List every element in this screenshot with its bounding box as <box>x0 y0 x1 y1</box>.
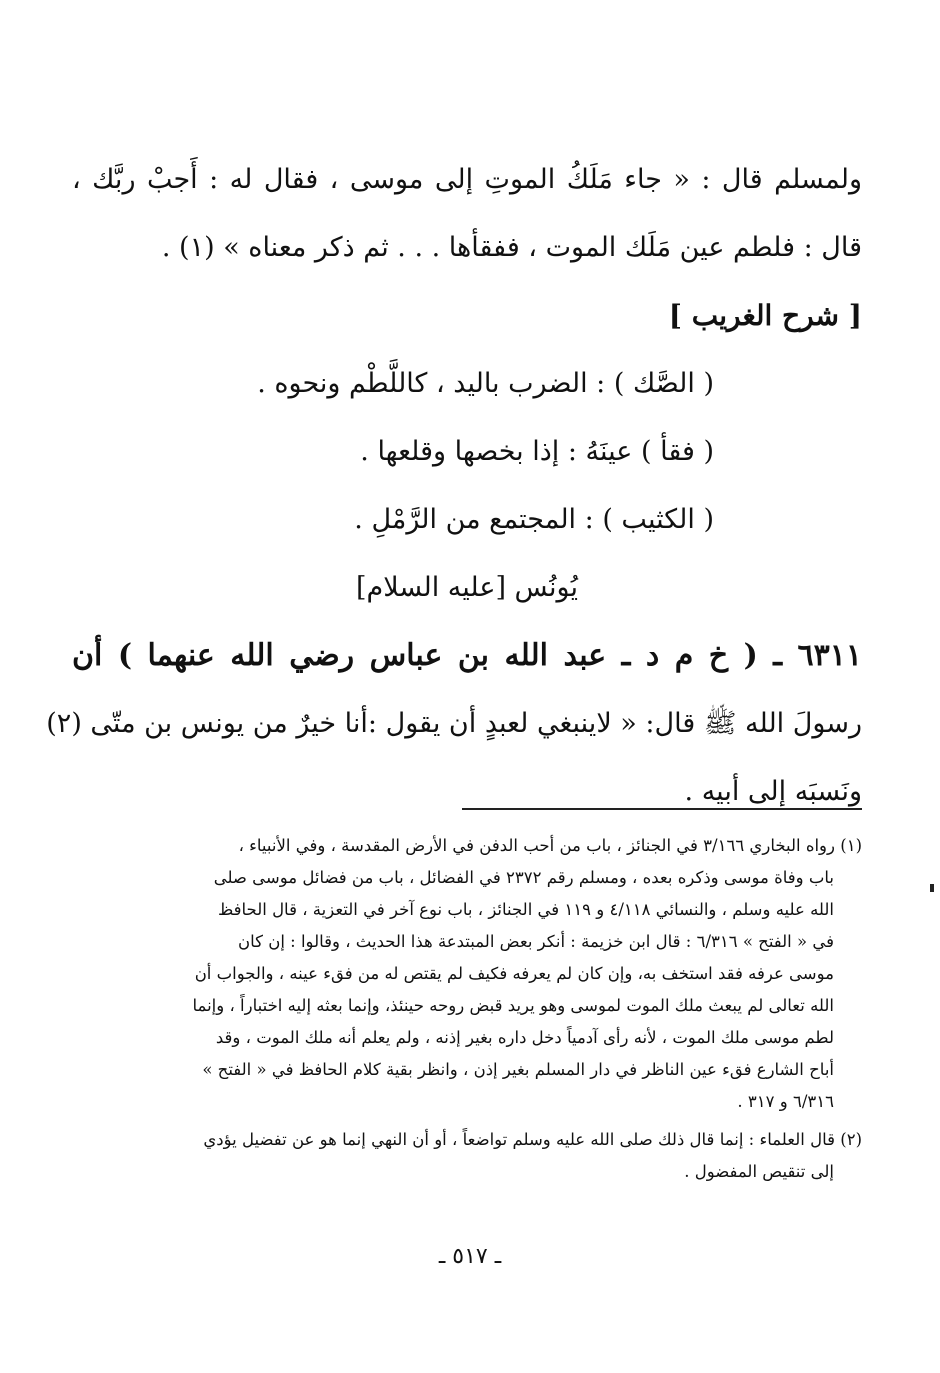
definition-sakk: ( الصَّك ) : الضرب باليد ، كاللَّطْم ونحوه . <box>257 368 714 399</box>
definition-kathib: ( الكثيب ) : المجتمع من الرَّمْلِ . <box>354 504 714 535</box>
footnote-1-line-3: الله عليه وسلم ، والنسائي ٤/١١٨ و ١١٩ في الجنائز ، باب نوع آخر في التعزية ، قال الحافظ <box>217 900 834 919</box>
footnote-1-line-5: موسى عرفه فقد استخف به، وإن كان لم يعرفه فكيف لم يقتص له من فقء عينه ، والجواب أن <box>194 964 834 983</box>
footnote-divider <box>462 808 862 810</box>
footnote-1-line-7: لطم موسى ملك الموت ، لأنه رأى آدمياً دخل داره بغير إذنه ، ولم يعلم أنه ملك الموت ، وقد <box>215 1028 834 1047</box>
main-line-1: ولمسلم قال : « جاء مَلَكُ الموتِ إلى موسى ، فقال له : أَجبْ ربَّك ، <box>72 164 862 195</box>
footnote-1-line-9: ٦/٣١٦ و ٣١٧ . <box>737 1092 834 1111</box>
page-number: ـ ٥١٧ ـ <box>438 1244 502 1269</box>
footnote-2-line-1: (٢) قال العلماء : إنما قال ذلك صلى الله عليه وسلم تواضعاً ، أو أن النهي إنما هو عن تفضيل يؤدي <box>203 1130 862 1149</box>
chapter-title-yunus: يُونُس [عليه السلام] <box>356 572 578 603</box>
hadith-text-line-2: ونَسبَه إلى أبيه . <box>684 776 862 807</box>
main-line-2: قال : فلطم عين مَلَك الموت ، ففقأها . . . ثم ذكر معناه » (١) . <box>161 232 862 263</box>
footnote-1-line-6: الله تعالى لم يبعث ملك الموت لموسى وهو يريد قبض روحه حينئذ، وإنما بعثه إليه اختباراً ، وإنما <box>192 996 834 1015</box>
hadith-header-6311: ٦٣١١ ـ ( خ م د ـ عبد الله بن عباس رضي الله عنهما ) أن <box>72 638 862 673</box>
footnotes <box>67 830 862 1188</box>
footnote-2-line-2: إلى تنقيص المفضول . <box>684 1162 834 1181</box>
section-heading-gharib: [ شرح الغريب ] <box>668 299 862 332</box>
footnote-1-line-8: أباح الشارع فقء عين الناظر في دار المسلم بغير إذن ، وانظر بقية كلام الحافظ في « الفتح » <box>202 1060 834 1079</box>
main-text <box>46 146 862 826</box>
footnote-1-line-1: (١) رواه البخاري ٣/١٦٦ في الجنائز ، باب من أحب الدفن في الأرض المقدسة ، وفي الأنبياء ، <box>238 836 862 855</box>
footnote-1-line-2: باب وفاة موسى وذكره بعده ، ومسلم رقم ٢٣٧٢ في الفضائل ، باب من فضائل موسى صلى <box>213 868 834 887</box>
definition-faqaa: ( فقأ ) عينَهُ : إذا بخصها وقلعها . <box>360 436 714 467</box>
hadith-text-line-1: رسولَ الله ﷺ قال: « لاينبغي لعبدٍ أن يقول :أنا خيرٌ من يونس بن متّى (٢) <box>46 708 862 739</box>
scan-edge-mark <box>930 884 934 892</box>
footnote-1-line-4: في « الفتح » ٦/٣١٦ : قال ابن خزيمة : أنكر بعض المبتدعة هذا الحديث ، وقالوا : إن كان <box>237 932 834 951</box>
